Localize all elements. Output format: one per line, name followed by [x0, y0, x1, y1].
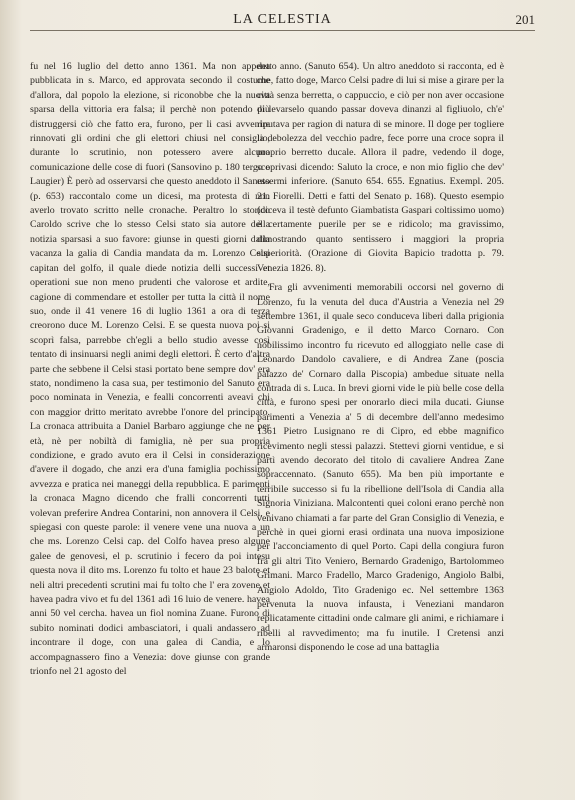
- left-column: [30, 60, 270, 684]
- page-number: 201: [515, 12, 535, 27]
- right-paragraph-1: detto anno. (Sanuto 654). Un altro aneddoto si racconta, ed è che, fatto doge, Marco Celsi padre di lui si mise a girare per la città senza berretta, o cappuccio, e ciò per non aver occasione di levarselo quando passar doveva dinanzi al figliuolo, ch'e' riputava per ragion di natura di se minore. Il doge per togliere la debolezza del vecchio padre, fece porre una croce sopra il proprio berretto ducale. Allora il padre, vedendo il doge, scoprivasi dicendo: Saluto la croce, e non mio figlio che dev' essermi inferiore. (Sanuto 654. 655. Egnatius. Exempl. 205. 21. Fiorelli. Detti e fatti del Senato p. 168). Questo esempio (diceva il testè defunto Giambatista Gaspari coltissimo uomo) è certamente puerile per se e ridicolo; ma gravissimo, dimostrando quanto sentissero i maggiori la propria superiorità. (Orazione di Giovita Bapicio tradotta p. 79. Venezia 1826. 8).: [257, 61, 504, 274]
- running-title: LA CELESTIA: [233, 12, 332, 27]
- right-column: [257, 60, 504, 661]
- left-paragraph-1: fu nel 16 luglio del detto anno 1361. Ma non appena pubblicata in s. Marco, ed approvata secondo il costume d'allora, dal popolo la elezione, si riconobbe che la nuova sparsa della vittoria era falsa; il perchè non potendo più distruggersi ciò che fatto era, furono, per li casi avvenire rinnovati gli ordini che gli elettori chiusi nel consiglio, durante lo scrutinio, non potessero avere alcuna comunicazione delle cose di fuori (Sansovino p. 180 tergo e Laugier) È però ad osservarsi che questo aneddoto il Sanuto (p. 653) raccontalo come un dicesi, ma protesta di non averlo trovato scritto nelle cronache. Peraltro lo storico Caroldo scrive che lo stesso Celsi stato sia autore della notizia sparsasi a suo favore: giunse in questi giorni dalla vacanza la galia di Candia mandata da m. Lorenzo Celsi capitan del golfo, il quale diede notizia delli successi et operationi sue non meno prudenti che valorose et ardite, cagione di commendare et estoller per tutta la città il nome suo, onde il 41 venere 16 di luglio 1361 a ora di terza creorono duce M. Lorenzo Celsi. E se questa nuova poi si scoprì falsa, parrebbe ch'egli a bello studio avesse così tentato di insinuarsi negli animi degli elettori. È certo d'altra parte che sebbene il Celsi stasi portato bene sempre dov' era stato, nondimeno la casa sua, per testimonio del Sanuto era poco nominata in Venezia, e fealli concorrenti aveavi chi con maggior dritto meritato avrebbe l'onore del principato. La cronaca attribuita a Daniel Barbaro aggiunge che ne per età, nè per nobiltà di famiglia, nè per sua propria condizione, e grado avuto era il Celsi in considerazione d'avere il dogado, che anzi era d'una famiglia pochissimo avvezza e pratica nei maneggi della repubblica. E parimenti la cronaca Magno dicendo che fralli concorrenti tutti volevan preferire Andrea Contarini, non annovera il Celsi, e spiegasi con queste parole: il venere vene una nuova a un che ms. Lorenzo Celsi cap. del Colfo havea preso algune galee de genovesi, el p. scrutinio i fecero da poi intesu questa nova il dito ms. Lorenzo fu tolto et haue 23 balote et neli altri precedenti scrutini mai fu tolto che l' era zovene et havea padra vivo et fu del 1361 adì 16 luio de venere. havea anni 50 vel cercha. havea un fiol nomina Zuane. Furono di subito nominati dodici ambasciatori, i quali andassero ad incontrare il doge, con una galea di Candia, e lo accompagnassero fino a Venezia: dove giunse con grande trionfo nel 21 agosto del: [30, 61, 270, 678]
- page-header: [30, 12, 535, 28]
- right-paragraph-2: Fra gli avvenimenti memorabili occorsi nel governo di Lorenzo, fu la venuta del duca d'Austria a Venezia nel 29 settembre 1361, il quale seco conduceva liberi dalla prigionia Giovanni Gradenigo, e il detto Marco Cornaro. Con nobilissimo incontro fu ricevuto ed alloggiato nelle case di Leonardo Dandolo cavaliere, e di Andrea Zane (poscia palazzo de' Cornaro dalla Piscopia) ambedue situate nella contrada di s. Luca. In brevi giorni vide le più belle cose della città, e furono spesi per onorarlo dieci mila ducati. Giunse parimenti a Venezia a' 5 di decembre dell'anno medesimo 1361 Pietro Lusignano re di Cipro, ed ebbe magnifico ricevimento negli stessi palazzi. Stettevi giorni ventidue, e si partì avendo decorato del titolo di cavaliere Andrea Zane sopraccennato. (Sanuto 655). Ma ben più importante e terribile successo si fu la ribellione dell'Isola di Candia alla Signoria Viniziana. Malcontenti quei coloni erano perchè non venivano chiamati a far parte del Gran Consiglio di Venezia, e perchè in quei giorni erasi ordinata una nuova imposizione per l'acconciamento di quel Porto. Capi della congiura furon fra gli altri Tito Veniero, Bernardo Gradenigo, Bartolommeo Grimani. Marco Fradello, Marco Gradenigo, Angiolo Balbi, Angiolo Adoldo, Tito Gradenigo ec. Nel settembre 1363 pervenuta la nuova infausta, i Veneziani mandaron replicatamente cittadini onde calmare gli animi, e richiamare i ribelli al ravvedimento; ma fu inutile. I Cretensi anzi armaronsi disponendo le cose ad una battaglia: [257, 282, 504, 654]
- header-rule: [30, 30, 535, 31]
